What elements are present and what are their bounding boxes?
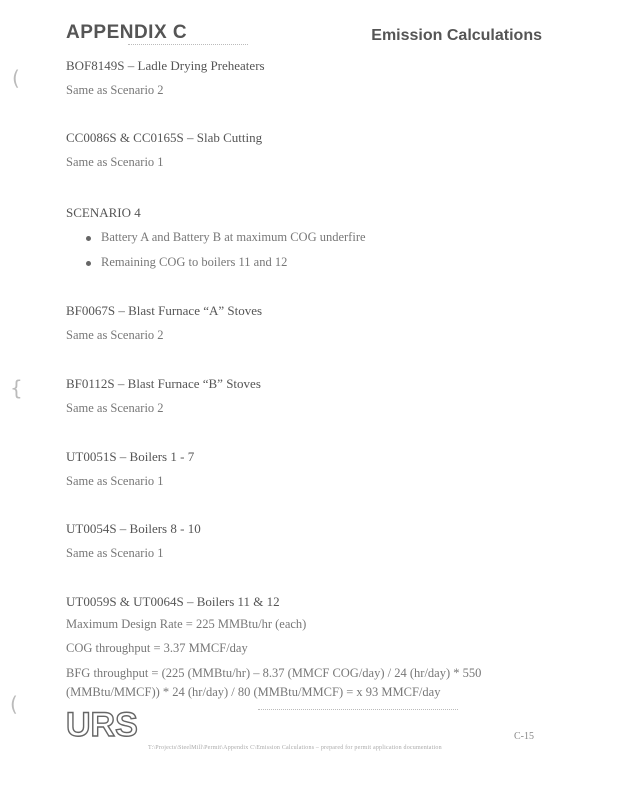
section-body-line: Same as Scenario 2 [66, 83, 164, 97]
urs-logo [66, 706, 150, 740]
section-body-line: Same as Scenario 1 [66, 155, 164, 169]
section-title: CC0086S & CC0165S – Slab Cutting [66, 130, 263, 145]
section-body-line: COG throughput = 3.37 MMCF/day [66, 641, 248, 655]
logo-text: URS [66, 706, 138, 740]
footer-fine-print: T:\Projects\SteelMill\Permit\Appendix C\Emission Calculations – prepared for permit application documentation [148, 745, 442, 751]
page-number: C-15 [514, 731, 534, 742]
bullet-item: Remaining COG to boilers 11 and 12 [86, 255, 366, 280]
section-body-line: Same as Scenario 1 [66, 474, 164, 488]
bullet-item: Battery A and Battery B at maximum COG underfire [86, 230, 366, 255]
section-title: BOF8149S – Ladle Drying Preheaters [66, 58, 265, 73]
section-body-line: (MMBtu/MMCF)) * 24 (hr/day) / 80 (MMBtu/MMCF) = x 93 MMCF/day [66, 685, 441, 699]
section-title: UT0054S – Boilers 8 - 10 [66, 521, 201, 536]
bullet-icon [86, 261, 91, 266]
bullet-icon [86, 236, 91, 241]
section-body-line: Same as Scenario 1 [66, 546, 164, 560]
section-title: BF0067S – Blast Furnace “A” Stoves [66, 303, 263, 318]
scenario-heading: SCENARIO 4 [66, 205, 141, 220]
margin-bracket-mark: ( [12, 66, 20, 90]
section-title: UT0051S – Boilers 1 - 7 [66, 449, 195, 464]
margin-bracket-mark: { [10, 376, 23, 400]
section-body-line: Same as Scenario 2 [66, 401, 164, 415]
margin-bracket-mark: ( [10, 692, 18, 716]
section-title: UT0059S & UT0064S – Boilers 11 & 12 [66, 594, 280, 609]
section-title: BF0112S – Blast Furnace “B” Stoves [66, 376, 261, 391]
footer-divider [258, 709, 458, 710]
section-body-line: Maximum Design Rate = 225 MMBtu/hr (each) [66, 617, 307, 631]
section-body-line: Same as Scenario 2 [66, 328, 164, 342]
scenario-bullet-list [86, 230, 366, 280]
appendix-label: APPENDIX C [66, 22, 188, 43]
section-body-line: BFG throughput = (225 (MMBtu/hr) – 8.37 (MMCF COG/day) / 24 (hr/day) * 550 [66, 666, 482, 680]
document-section-title: Emission Calculations [371, 27, 542, 44]
header-divider [128, 44, 248, 45]
